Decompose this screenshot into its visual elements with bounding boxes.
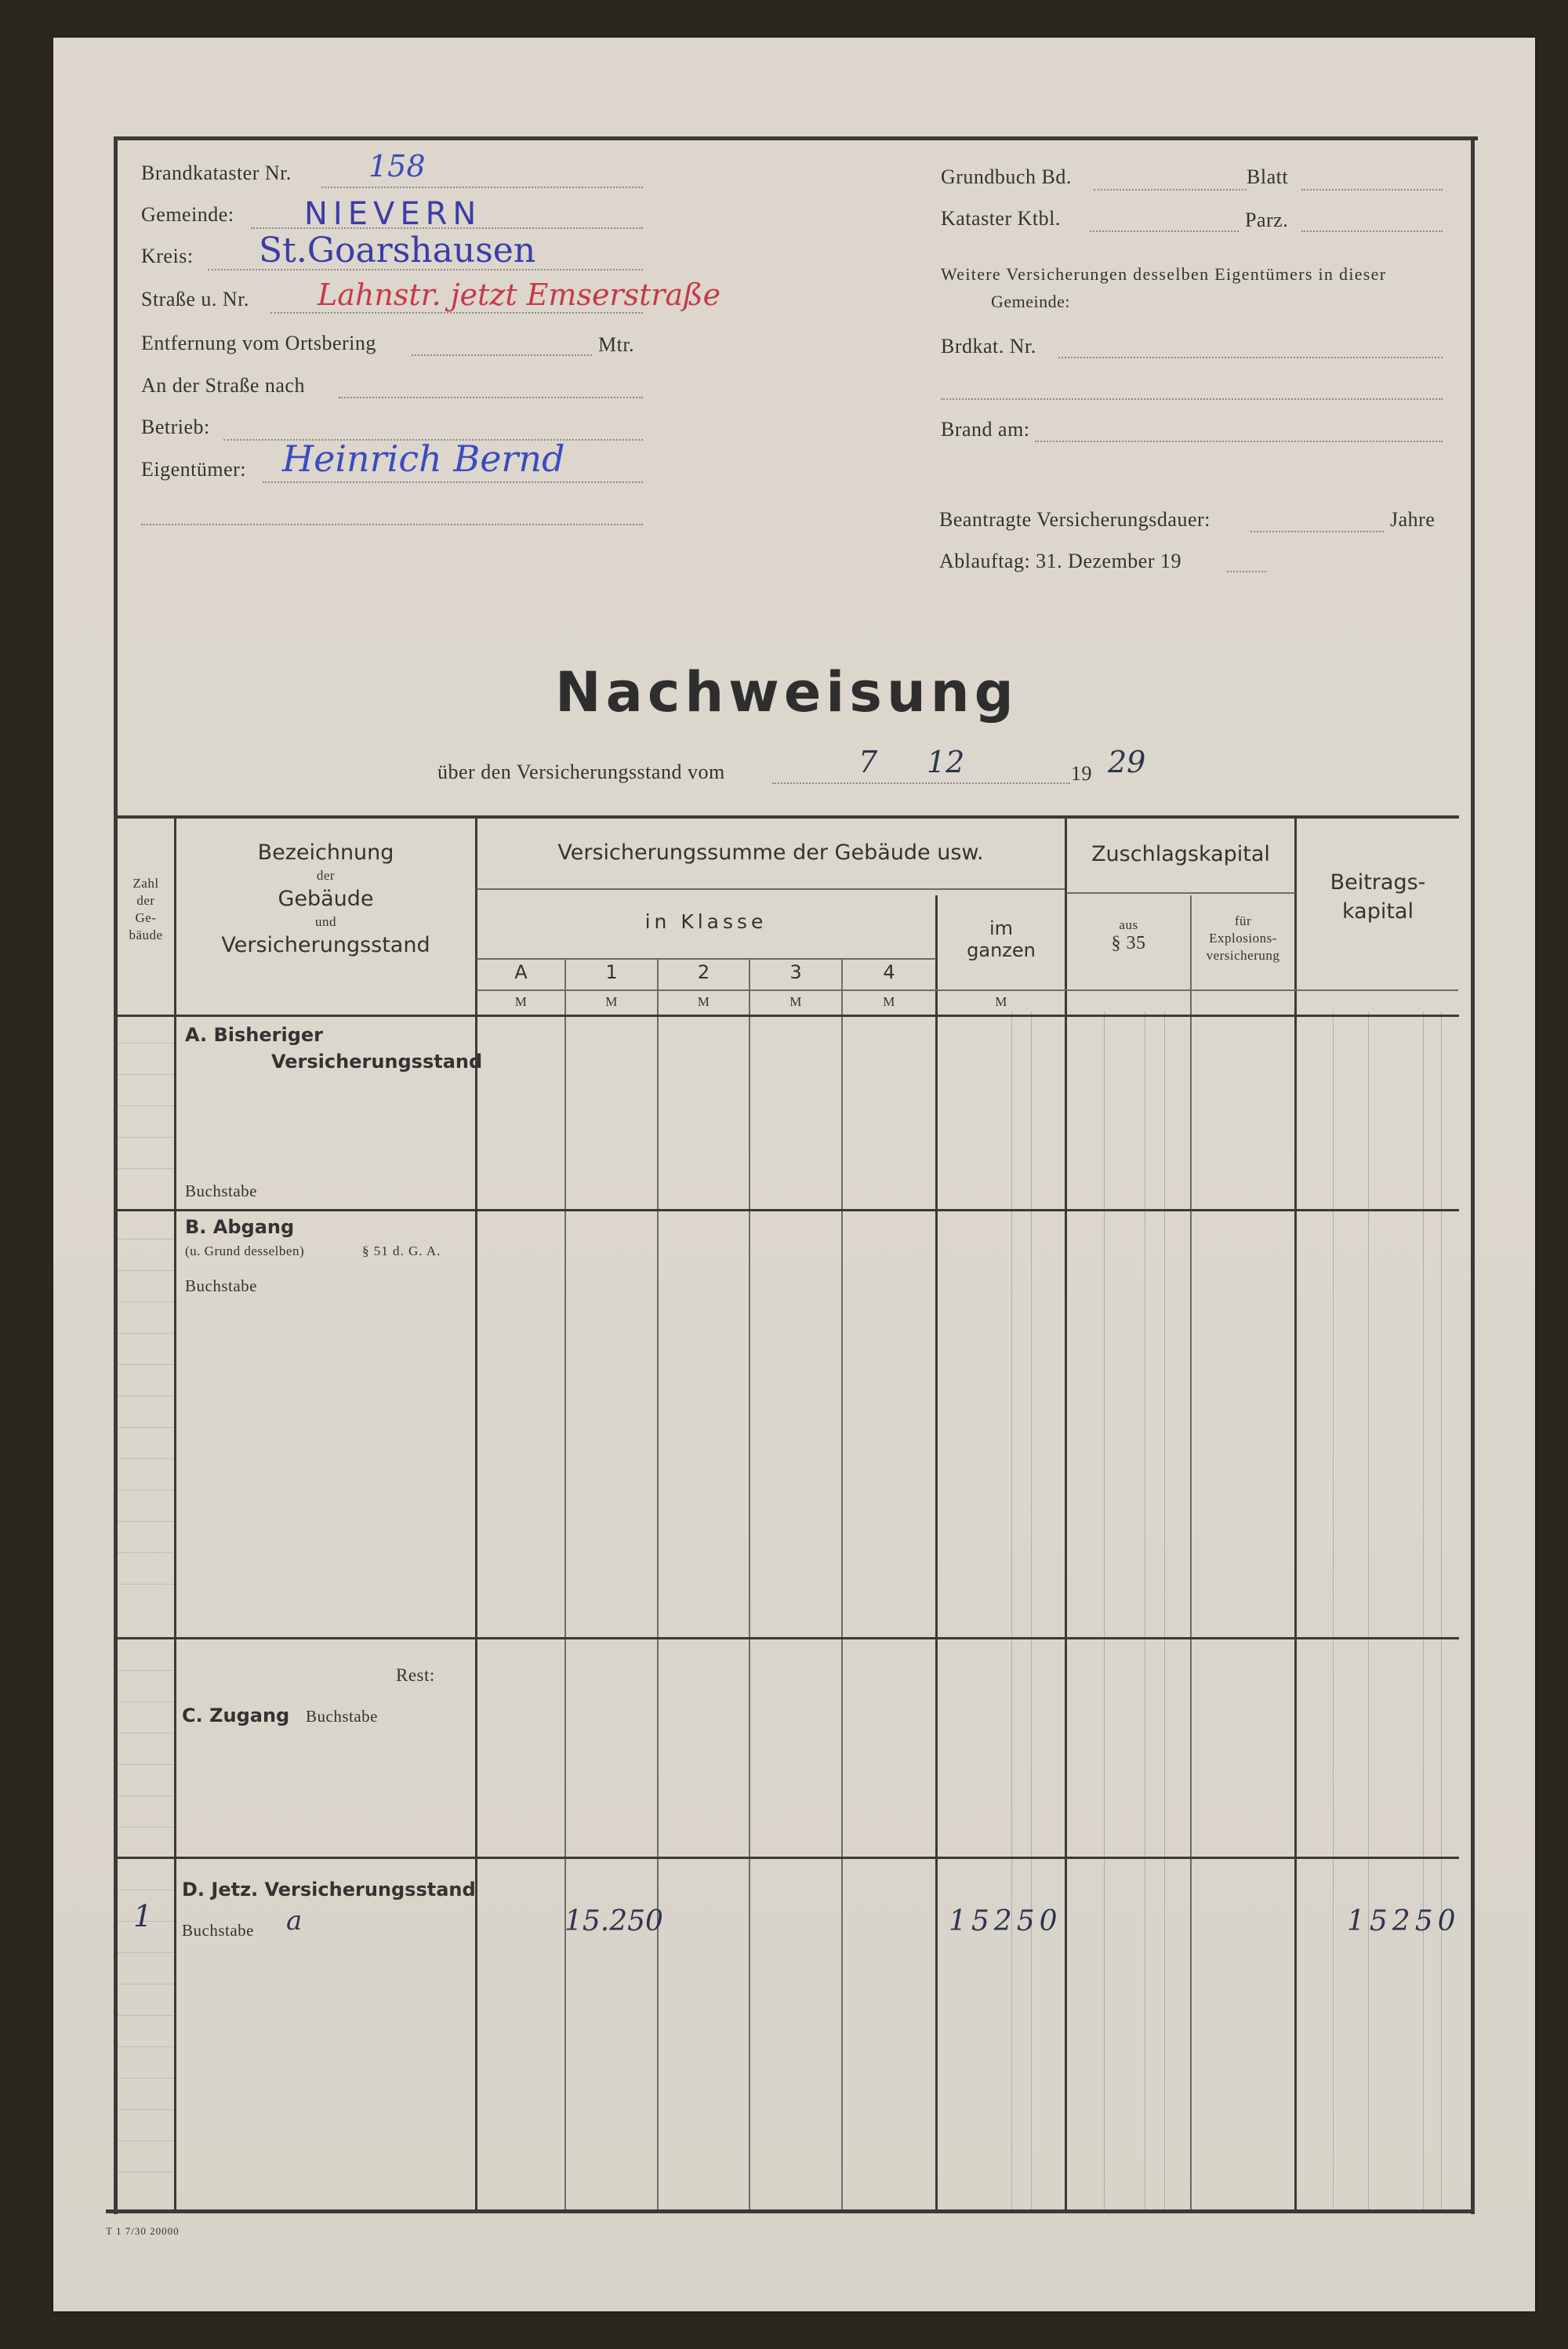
strasse-nach-label: An der Straße nach [141,374,305,397]
col-expl [1190,895,1192,2209]
zahl-header [118,875,174,944]
zahl-row [118,1364,174,1365]
brand-label: Brand am: [941,418,1030,441]
klasse-a: A [514,961,528,983]
zahl-row [118,1701,174,1702]
im-ganzen-line-2: ganzen [967,939,1036,961]
page-title: Nachweisung [555,660,1018,724]
expl-line-2: Explosions- [1209,931,1277,946]
klasse-4: 4 [883,961,895,983]
zahl-header-line: bäude [129,928,163,942]
section-b-para: § 51 d. G. A. [362,1243,441,1258]
vers-summe-header: Versicherungssumme der Gebäude usw. [557,840,984,865]
zahl-row [118,1552,174,1553]
unit-m: M [605,994,618,1009]
aus-line-1: aus [1119,917,1138,932]
bezeichnung-header [176,840,475,957]
zahl-row [118,2109,174,2110]
zahl-row [118,2140,174,2141]
eigentuemer-label: Eigentümer: [141,458,247,481]
zahl-row [118,1795,174,1796]
dec-ganzen-1 [1011,1011,1012,2209]
strasse-nach-line [339,397,643,398]
aus-header [1067,917,1190,954]
zahl-row [118,1521,174,1522]
zahl-row [118,2172,174,2173]
section-d-beitrag: 15250 [1347,1905,1461,1937]
zahl-row [118,1074,174,1075]
frame-bottom [106,2209,1475,2213]
section-d-buchstabe-value: a [286,1905,303,1937]
zahl-row [118,1270,174,1271]
footer-code: T 1 7/30 20000 [106,2225,180,2237]
entfernung-unit: Mtr. [598,333,635,356]
zahl-row [118,2046,174,2047]
dauer-label: Beantragte Versicherungsdauer: [939,508,1210,531]
section-a-buchstabe: Buchstabe [185,1182,257,1200]
frame-top [114,136,1478,140]
table-top-rule [114,815,1459,819]
section-d-zahl: 1 [133,1899,153,1933]
kataster-line [1090,231,1239,232]
zahl-header-line: Ge- [135,910,157,925]
subtitle-day: 7 [858,745,878,779]
bez-line-5: Versicherungsstand [221,933,430,957]
col-k1 [564,958,566,2209]
blatt-label: Blatt [1247,165,1289,188]
brandkataster-line [321,187,643,188]
col-zahl-bez [174,815,176,2209]
kreis-label: Kreis: [141,245,194,267]
grundbuch-label: Grundbuch Bd. [941,165,1072,188]
zahl-header-line: Zahl [132,876,159,891]
bez-line-4: und [315,914,336,929]
beitrag-line-1: Beitrags- [1330,870,1426,895]
zahl-row [118,1427,174,1428]
dec-beitrag-2 [1368,1011,1369,2209]
section-d-buchstabe: Buchstabe [182,1921,254,1940]
dec-beitrag-3 [1423,1011,1424,2209]
brandkataster-label: Brandkataster Nr. [141,162,292,184]
unit-m: M [697,994,710,1009]
frame-right [1471,136,1475,2214]
gemeinde-label: Gemeinde: [141,203,234,226]
kreis-stamp: St.Goarshausen [259,231,536,270]
explosions-header [1192,913,1294,964]
dec-aus-1 [1104,1011,1105,2209]
bez-line-2: der [316,868,336,883]
subtitle-year-prefix: 19 [1071,762,1092,785]
col-k4 [841,958,843,2209]
col-k2 [657,958,659,2209]
strasse-label: Straße u. Nr. [141,288,249,310]
beitrag-line-2: kapital [1342,899,1414,924]
unit-m: M [514,994,528,1009]
im-ganzen-line-1: im [989,917,1014,939]
section-a-title-2: Versicherungsstand [271,1051,483,1073]
unit-rule [477,989,1458,991]
dec-beitrag-1 [1333,1011,1334,2209]
zahl-row [118,1168,174,1169]
zahl-row [118,1239,174,1240]
brdkat-label: Brdkat. Nr. [941,335,1036,358]
unit-m: M [995,994,1007,1009]
dec-ganzen-2 [1031,1011,1032,2209]
eigentuemer-line [263,481,643,483]
blatt-line [1301,189,1443,191]
ablauf-line [1227,571,1266,572]
zahl-row [118,1333,174,1334]
subtitle-line [772,782,1070,784]
col-ganzen-left [935,895,938,2209]
zahl-row [118,1670,174,1671]
section-d-title: D. Jetz. Versicherungsstand [182,1879,476,1901]
zahl-row [118,1764,174,1765]
bez-line-3: Gebäude [278,887,374,911]
entfernung-label: Entfernung vom Ortsbering [141,332,376,354]
parz-label: Parz. [1245,209,1289,231]
weitere-line2: Gemeinde: [991,292,1071,311]
zahl-row [118,1952,174,1953]
zahl-row [118,1043,174,1044]
klasse-sub-rule [477,958,936,960]
head-bottom-rule [115,1015,1459,1017]
col-beitrag-left [1294,815,1297,2209]
section-d-klasse1: 15.250 [564,1905,663,1937]
beitrag-header [1297,870,1459,924]
subtitle-year: 29 [1108,745,1146,779]
zahl-row [118,1584,174,1585]
col-k3 [749,958,750,2209]
im-ganzen-header [938,917,1065,961]
brdkat-line [1058,357,1443,358]
strasse-line [270,312,643,314]
section-c-buchstabe: Buchstabe [306,1707,378,1726]
zahl-row [118,2015,174,2016]
dauer-unit: Jahre [1390,508,1436,531]
in-klasse-header: in Klasse [644,910,768,933]
zahl-row [118,1733,174,1734]
subtitle-label: über den Versicherungsstand vom [437,761,725,783]
section-b-buchstabe: Buchstabe [185,1276,257,1295]
section-a-title-1: A. Bisheriger [185,1024,324,1046]
section-b-sub: (u. Grund desselben) [185,1243,305,1258]
aus-line-2: § 35 [1111,933,1146,953]
expl-line-3: versicherung [1206,948,1280,963]
dec-beitrag-4 [1441,1011,1442,2209]
grundbuch-line [1094,189,1247,191]
brandkataster-value: 158 [368,149,426,183]
entfernung-line [412,354,592,356]
betrieb-label: Betrieb: [141,416,210,438]
weitere-line1: Weitere Versicherungen desselben Eigentümers in dieser [941,264,1387,284]
zahl-row [118,2078,174,2079]
dec-aus-3 [1164,1011,1165,2209]
section-c-rest: Rest: [396,1665,435,1685]
expl-line-1: für [1234,913,1252,928]
zahl-header-line: der [136,893,155,908]
zuschlag-sub-rule [1066,892,1295,894]
rule-a-b [115,1209,1459,1211]
section-d-ganzen: 15250 [949,1905,1062,1937]
unit-m: M [789,994,802,1009]
eigentuemer-value: Heinrich Bernd [282,437,565,480]
zuschlag-header: Zuschlagskapital [1091,842,1270,866]
klasse-1: 1 [605,961,618,983]
parz-line [1301,231,1443,232]
unit-m: M [883,994,895,1009]
rule-c-d [115,1857,1459,1859]
brdkat-line2 [941,398,1443,400]
zahl-row [118,1827,174,1828]
kataster-label: Kataster Ktbl. [941,207,1061,230]
strasse-value: Lahnstr. jetzt Emserstraße [318,278,721,312]
dauer-line [1250,531,1384,532]
vers-sub-rule [477,888,1065,890]
klasse-2: 2 [697,961,710,983]
blank-line [141,524,643,525]
col-zuschlag-left [1065,815,1067,2209]
gemeinde-stamp: NIEVERN [304,196,482,232]
zahl-row [118,1458,174,1459]
zahl-row [118,1137,174,1138]
section-b-title: B. Abgang [185,1216,295,1238]
brand-line [1035,441,1443,442]
ablauf-label: Ablauftag: 31. Dezember 19 [939,550,1182,572]
klasse-3: 3 [789,961,802,983]
col-bez-vers [475,815,477,2209]
frame-left [114,136,118,2214]
section-c-title: C. Zugang [182,1705,290,1726]
bez-line-1: Bezeichnung [257,840,394,865]
rule-b-c [115,1637,1459,1639]
subtitle-month: 12 [927,745,965,779]
